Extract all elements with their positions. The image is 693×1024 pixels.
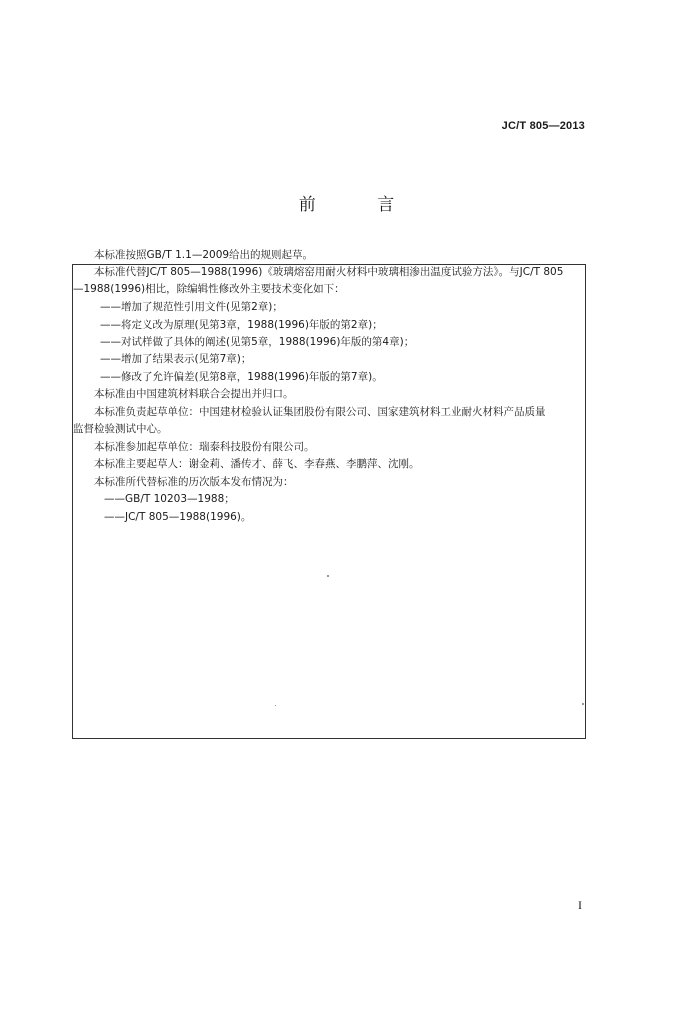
change-item: ——增加了结果表示(见第7章)； xyxy=(100,353,252,365)
proposed-by-line: 本标准由中国建筑材料联合会提出并归口。 xyxy=(94,388,294,400)
history-item: ——JC/T 805—1988(1996)。 xyxy=(104,511,252,523)
replacement-line: 本标准代替JC/T 805—1988(1996)《玻璃熔窑用耐火材料中玻璃相渗出温度试验方法》。与JC/T 805 xyxy=(94,266,564,278)
drafting-unit-line: 本标准负责起草单位：中国建材检验认证集团股份有限公司、国家建筑材料工业耐火材料产品质量 xyxy=(94,406,546,418)
change-item: ——增加了规范性引用文件(见第2章)； xyxy=(100,301,283,313)
scan-speck xyxy=(327,575,329,577)
drafters-line: 本标准主要起草人：谢金莉、潘传才、薛飞、李春燕、李鹏萍、沈刚。 xyxy=(94,458,420,470)
scan-speck xyxy=(582,703,584,705)
change-item: ——修改了允许偏差(见第8章，1988(1996)年版的第7章)。 xyxy=(100,371,383,383)
history-intro-line: 本标准所代替标准的历次版本发布情况为： xyxy=(94,476,294,488)
standard-code: JC/T 805—2013 xyxy=(501,120,585,132)
drafting-rules-line: 本标准按照GB/T 1.1—2009给出的规则起草。 xyxy=(94,249,314,261)
drafting-unit-line-cont: 监督检验测试中心。 xyxy=(73,423,168,435)
replacement-line-cont: —1988(1996)相比，除编辑性修改外主要技术变化如下： xyxy=(73,283,345,295)
change-item: ——对试样做了具体的阐述(见第5章，1988(1996)年版的第4章)； xyxy=(100,336,415,348)
scan-speck xyxy=(275,705,276,706)
change-item: ——将定义改为原理(见第3章，1988(1996)年版的第2章)； xyxy=(100,319,383,331)
participating-unit-line: 本标准参加起草单位：瑞泰科技股份有限公司。 xyxy=(94,441,315,453)
page-number: I xyxy=(578,898,582,912)
history-item: ——GB/T 10203—1988； xyxy=(104,493,235,505)
page-title: 前 言 xyxy=(298,195,423,215)
